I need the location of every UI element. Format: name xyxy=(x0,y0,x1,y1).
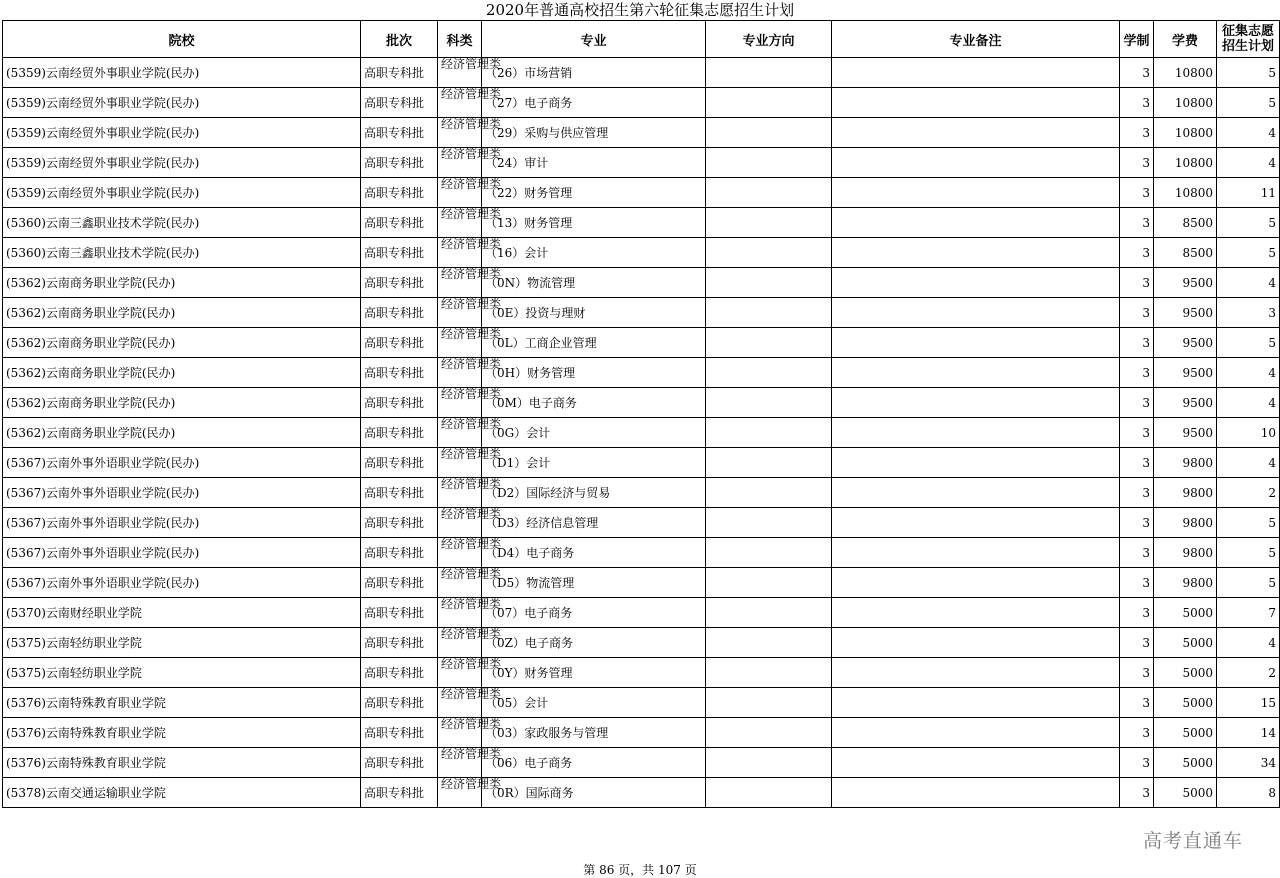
cell-direction xyxy=(706,328,832,358)
cell-direction xyxy=(706,418,832,448)
table-row xyxy=(3,328,1280,358)
cell-major: （D4）电子商务 xyxy=(482,538,706,568)
cell-quota: 4 xyxy=(1217,628,1280,658)
cell-batch: 高职专科批 xyxy=(361,88,438,118)
cell-school: (5376)云南特殊教育职业学院 xyxy=(3,688,361,718)
cell-school: (5360)云南三鑫职业技术学院(民办) xyxy=(3,238,361,268)
cell-years: 3 xyxy=(1120,568,1154,598)
header-fee: 学费 xyxy=(1154,21,1217,58)
cell-fee: 9500 xyxy=(1154,298,1217,328)
cell-category: 经济管理类 xyxy=(438,178,482,208)
cell-years: 3 xyxy=(1120,598,1154,628)
cell-fee: 10800 xyxy=(1154,148,1217,178)
table-row xyxy=(3,508,1280,538)
cell-category: 经济管理类 xyxy=(438,658,482,688)
cell-years: 3 xyxy=(1120,208,1154,238)
table-row xyxy=(3,778,1280,808)
cell-major: （0M）电子商务 xyxy=(482,388,706,418)
cell-school: (5367)云南外事外语职业学院(民办) xyxy=(3,538,361,568)
cell-batch: 高职专科批 xyxy=(361,388,438,418)
table-row xyxy=(3,568,1280,598)
cell-batch: 高职专科批 xyxy=(361,328,438,358)
cell-quota: 5 xyxy=(1217,88,1280,118)
cell-batch: 高职专科批 xyxy=(361,268,438,298)
cell-category: 经济管理类 xyxy=(438,388,482,418)
cell-school: (5362)云南商务职业学院(民办) xyxy=(3,298,361,328)
table-row xyxy=(3,658,1280,688)
cell-school: (5359)云南经贸外事职业学院(民办) xyxy=(3,178,361,208)
cell-batch: 高职专科批 xyxy=(361,628,438,658)
cell-quota: 10 xyxy=(1217,418,1280,448)
cell-fee: 9500 xyxy=(1154,388,1217,418)
cell-quota: 5 xyxy=(1217,508,1280,538)
cell-category: 经济管理类 xyxy=(438,118,482,148)
cell-remark xyxy=(832,688,1120,718)
cell-batch: 高职专科批 xyxy=(361,688,438,718)
cell-batch: 高职专科批 xyxy=(361,148,438,178)
cell-fee: 9500 xyxy=(1154,328,1217,358)
cell-major: （13）财务管理 xyxy=(482,208,706,238)
cell-batch: 高职专科批 xyxy=(361,718,438,748)
cell-school: (5375)云南轻纺职业学院 xyxy=(3,628,361,658)
cell-fee: 10800 xyxy=(1154,118,1217,148)
cell-direction xyxy=(706,58,832,88)
header-remark: 专业备注 xyxy=(832,21,1120,58)
cell-remark xyxy=(832,748,1120,778)
cell-category: 经济管理类 xyxy=(438,208,482,238)
cell-remark xyxy=(832,298,1120,328)
cell-remark xyxy=(832,178,1120,208)
cell-category: 经济管理类 xyxy=(438,778,482,808)
cell-major: （27）电子商务 xyxy=(482,88,706,118)
cell-major: （D5）物流管理 xyxy=(482,568,706,598)
cell-batch: 高职专科批 xyxy=(361,658,438,688)
cell-school: (5360)云南三鑫职业技术学院(民办) xyxy=(3,208,361,238)
cell-fee: 8500 xyxy=(1154,238,1217,268)
cell-school: (5359)云南经贸外事职业学院(民办) xyxy=(3,58,361,88)
table-row xyxy=(3,88,1280,118)
cell-direction xyxy=(706,208,832,238)
cell-direction xyxy=(706,358,832,388)
cell-category: 经济管理类 xyxy=(438,628,482,658)
cell-major: （29）采购与供应管理 xyxy=(482,118,706,148)
table-body xyxy=(3,58,1280,808)
cell-category: 经济管理类 xyxy=(438,358,482,388)
cell-years: 3 xyxy=(1120,748,1154,778)
cell-fee: 9500 xyxy=(1154,418,1217,448)
header-category: 科类 xyxy=(438,21,482,58)
header-years: 学制 xyxy=(1120,21,1154,58)
cell-school: (5362)云南商务职业学院(民办) xyxy=(3,268,361,298)
cell-major: （22）财务管理 xyxy=(482,178,706,208)
table-row xyxy=(3,538,1280,568)
cell-batch: 高职专科批 xyxy=(361,478,438,508)
cell-years: 3 xyxy=(1120,448,1154,478)
table-row xyxy=(3,628,1280,658)
cell-major: （D2）国际经济与贸易 xyxy=(482,478,706,508)
cell-school: (5378)云南交通运输职业学院 xyxy=(3,778,361,808)
cell-remark xyxy=(832,478,1120,508)
cell-major: （0G）会计 xyxy=(482,418,706,448)
cell-batch: 高职专科批 xyxy=(361,118,438,148)
cell-category: 经济管理类 xyxy=(438,448,482,478)
cell-category: 经济管理类 xyxy=(438,298,482,328)
cell-batch: 高职专科批 xyxy=(361,178,438,208)
table-row xyxy=(3,268,1280,298)
table-row xyxy=(3,208,1280,238)
watermark: 高考直通车 xyxy=(1143,830,1244,852)
cell-quota: 4 xyxy=(1217,268,1280,298)
cell-direction xyxy=(706,268,832,298)
cell-major: （03）家政服务与管理 xyxy=(482,718,706,748)
cell-batch: 高职专科批 xyxy=(361,448,438,478)
cell-category: 经济管理类 xyxy=(438,418,482,448)
cell-direction xyxy=(706,88,832,118)
header-school: 院校 xyxy=(3,21,361,58)
cell-major: （06）电子商务 xyxy=(482,748,706,778)
cell-years: 3 xyxy=(1120,478,1154,508)
cell-years: 3 xyxy=(1120,328,1154,358)
cell-fee: 5000 xyxy=(1154,598,1217,628)
table-row xyxy=(3,118,1280,148)
cell-years: 3 xyxy=(1120,418,1154,448)
cell-quota: 4 xyxy=(1217,448,1280,478)
cell-direction xyxy=(706,508,832,538)
cell-quota: 4 xyxy=(1217,388,1280,418)
cell-fee: 9500 xyxy=(1154,268,1217,298)
cell-school: (5375)云南轻纺职业学院 xyxy=(3,658,361,688)
cell-remark xyxy=(832,208,1120,238)
cell-remark xyxy=(832,598,1120,628)
cell-fee: 10800 xyxy=(1154,58,1217,88)
cell-remark xyxy=(832,628,1120,658)
cell-category: 经济管理类 xyxy=(438,538,482,568)
header-batch: 批次 xyxy=(361,21,438,58)
cell-category: 经济管理类 xyxy=(438,238,482,268)
cell-batch: 高职专科批 xyxy=(361,58,438,88)
cell-remark xyxy=(832,268,1120,298)
cell-quota: 5 xyxy=(1217,328,1280,358)
cell-batch: 高职专科批 xyxy=(361,538,438,568)
cell-school: (5370)云南财经职业学院 xyxy=(3,598,361,628)
cell-school: (5367)云南外事外语职业学院(民办) xyxy=(3,508,361,538)
cell-school: (5362)云南商务职业学院(民办) xyxy=(3,388,361,418)
cell-years: 3 xyxy=(1120,238,1154,268)
cell-fee: 10800 xyxy=(1154,88,1217,118)
cell-fee: 9800 xyxy=(1154,448,1217,478)
table-row xyxy=(3,718,1280,748)
cell-fee: 10800 xyxy=(1154,178,1217,208)
cell-school: (5362)云南商务职业学院(民办) xyxy=(3,418,361,448)
cell-school: (5362)云南商务职业学院(民办) xyxy=(3,328,361,358)
cell-major: （07）电子商务 xyxy=(482,598,706,628)
cell-batch: 高职专科批 xyxy=(361,418,438,448)
cell-quota: 2 xyxy=(1217,478,1280,508)
cell-fee: 9800 xyxy=(1154,478,1217,508)
table-row xyxy=(3,748,1280,778)
cell-remark xyxy=(832,238,1120,268)
cell-quota: 11 xyxy=(1217,178,1280,208)
cell-fee: 5000 xyxy=(1154,688,1217,718)
cell-years: 3 xyxy=(1120,268,1154,298)
cell-remark xyxy=(832,538,1120,568)
cell-quota: 5 xyxy=(1217,208,1280,238)
cell-school: (5362)云南商务职业学院(民办) xyxy=(3,358,361,388)
cell-major: （0N）物流管理 xyxy=(482,268,706,298)
cell-school: (5359)云南经贸外事职业学院(民办) xyxy=(3,118,361,148)
cell-category: 经济管理类 xyxy=(438,88,482,118)
cell-quota: 4 xyxy=(1217,148,1280,178)
cell-direction xyxy=(706,238,832,268)
cell-major: （0H）财务管理 xyxy=(482,358,706,388)
cell-category: 经济管理类 xyxy=(438,508,482,538)
cell-direction xyxy=(706,598,832,628)
cell-major: （16）会计 xyxy=(482,238,706,268)
table-row xyxy=(3,238,1280,268)
cell-direction xyxy=(706,748,832,778)
cell-major: （0Y）财务管理 xyxy=(482,658,706,688)
cell-school: (5367)云南外事外语职业学院(民办) xyxy=(3,568,361,598)
cell-years: 3 xyxy=(1120,688,1154,718)
cell-major: （0E）投资与理财 xyxy=(482,298,706,328)
cell-quota: 14 xyxy=(1217,718,1280,748)
cell-quota: 4 xyxy=(1217,358,1280,388)
cell-batch: 高职专科批 xyxy=(361,238,438,268)
cell-years: 3 xyxy=(1120,148,1154,178)
table-row xyxy=(3,598,1280,628)
header-quota-line1: 征集志愿 xyxy=(1221,24,1274,39)
cell-batch: 高职专科批 xyxy=(361,508,438,538)
cell-fee: 5000 xyxy=(1154,658,1217,688)
cell-remark xyxy=(832,718,1120,748)
cell-years: 3 xyxy=(1120,538,1154,568)
cell-quota: 2 xyxy=(1217,658,1280,688)
cell-category: 经济管理类 xyxy=(438,58,482,88)
cell-major: （24）审计 xyxy=(482,148,706,178)
cell-years: 3 xyxy=(1120,628,1154,658)
cell-quota: 7 xyxy=(1217,598,1280,628)
header-quota-line2: 招生计划 xyxy=(1221,39,1274,54)
cell-major: （0L）工商企业管理 xyxy=(482,328,706,358)
table-row xyxy=(3,478,1280,508)
cell-fee: 5000 xyxy=(1154,748,1217,778)
cell-category: 经济管理类 xyxy=(438,688,482,718)
cell-remark xyxy=(832,448,1120,478)
cell-school: (5367)云南外事外语职业学院(民办) xyxy=(3,448,361,478)
cell-major: （D1）会计 xyxy=(482,448,706,478)
cell-remark xyxy=(832,118,1120,148)
cell-batch: 高职专科批 xyxy=(361,208,438,238)
enrollment-plan-table xyxy=(2,20,1280,808)
cell-quota: 5 xyxy=(1217,568,1280,598)
cell-direction xyxy=(706,628,832,658)
page-footer: 第 86 页，共 107 页 xyxy=(583,863,697,877)
cell-years: 3 xyxy=(1120,718,1154,748)
table-row xyxy=(3,178,1280,208)
cell-years: 3 xyxy=(1120,358,1154,388)
cell-fee: 5000 xyxy=(1154,718,1217,748)
cell-major: （26）市场营销 xyxy=(482,58,706,88)
cell-years: 3 xyxy=(1120,658,1154,688)
table-row xyxy=(3,448,1280,478)
header-quota xyxy=(1217,21,1280,58)
cell-major: （0Z）电子商务 xyxy=(482,628,706,658)
cell-remark xyxy=(832,388,1120,418)
cell-direction xyxy=(706,148,832,178)
cell-major: （05）会计 xyxy=(482,688,706,718)
cell-remark xyxy=(832,508,1120,538)
cell-category: 经济管理类 xyxy=(438,568,482,598)
cell-quota: 4 xyxy=(1217,118,1280,148)
cell-quota: 34 xyxy=(1217,748,1280,778)
cell-major: （D3）经济信息管理 xyxy=(482,508,706,538)
cell-years: 3 xyxy=(1120,298,1154,328)
cell-remark xyxy=(832,88,1120,118)
cell-years: 3 xyxy=(1120,88,1154,118)
cell-years: 3 xyxy=(1120,58,1154,88)
cell-direction xyxy=(706,118,832,148)
cell-fee: 9800 xyxy=(1154,508,1217,538)
cell-direction xyxy=(706,778,832,808)
cell-school: (5376)云南特殊教育职业学院 xyxy=(3,718,361,748)
cell-batch: 高职专科批 xyxy=(361,748,438,778)
cell-batch: 高职专科批 xyxy=(361,778,438,808)
cell-quota: 5 xyxy=(1217,58,1280,88)
cell-quota: 5 xyxy=(1217,538,1280,568)
cell-category: 经济管理类 xyxy=(438,598,482,628)
cell-school: (5367)云南外事外语职业学院(民办) xyxy=(3,478,361,508)
cell-batch: 高职专科批 xyxy=(361,598,438,628)
cell-remark xyxy=(832,358,1120,388)
cell-quota: 3 xyxy=(1217,298,1280,328)
cell-remark xyxy=(832,658,1120,688)
cell-years: 3 xyxy=(1120,778,1154,808)
cell-fee: 8500 xyxy=(1154,208,1217,238)
cell-years: 3 xyxy=(1120,118,1154,148)
cell-direction xyxy=(706,688,832,718)
cell-school: (5359)云南经贸外事职业学院(民办) xyxy=(3,88,361,118)
cell-years: 3 xyxy=(1120,388,1154,418)
cell-years: 3 xyxy=(1120,178,1154,208)
cell-category: 经济管理类 xyxy=(438,478,482,508)
cell-remark xyxy=(832,778,1120,808)
cell-fee: 9500 xyxy=(1154,358,1217,388)
cell-category: 经济管理类 xyxy=(438,268,482,298)
table-row xyxy=(3,58,1280,88)
cell-direction xyxy=(706,448,832,478)
header-direction: 专业方向 xyxy=(706,21,832,58)
cell-quota: 8 xyxy=(1217,778,1280,808)
cell-direction xyxy=(706,298,832,328)
cell-batch: 高职专科批 xyxy=(361,298,438,328)
cell-fee: 9800 xyxy=(1154,568,1217,598)
document-title: 2020年普通高校招生第六轮征集志愿招生计划 xyxy=(485,1,795,19)
table-row xyxy=(3,388,1280,418)
cell-direction xyxy=(706,388,832,418)
cell-school: (5376)云南特殊教育职业学院 xyxy=(3,748,361,778)
header-major: 专业 xyxy=(482,21,706,58)
table-header-row xyxy=(3,21,1280,58)
cell-direction xyxy=(706,658,832,688)
cell-direction xyxy=(706,178,832,208)
table-row xyxy=(3,418,1280,448)
table-row xyxy=(3,148,1280,178)
cell-years: 3 xyxy=(1120,508,1154,538)
table-row xyxy=(3,298,1280,328)
cell-remark xyxy=(832,328,1120,358)
cell-fee: 9800 xyxy=(1154,538,1217,568)
cell-quota: 5 xyxy=(1217,238,1280,268)
cell-remark xyxy=(832,148,1120,178)
cell-remark xyxy=(832,58,1120,88)
cell-direction xyxy=(706,568,832,598)
cell-remark xyxy=(832,418,1120,448)
cell-direction xyxy=(706,538,832,568)
cell-batch: 高职专科批 xyxy=(361,568,438,598)
cell-direction xyxy=(706,718,832,748)
cell-fee: 5000 xyxy=(1154,628,1217,658)
table-row xyxy=(3,358,1280,388)
cell-remark xyxy=(832,568,1120,598)
cell-category: 经济管理类 xyxy=(438,718,482,748)
cell-school: (5359)云南经贸外事职业学院(民办) xyxy=(3,148,361,178)
cell-batch: 高职专科批 xyxy=(361,358,438,388)
cell-quota: 15 xyxy=(1217,688,1280,718)
cell-category: 经济管理类 xyxy=(438,148,482,178)
cell-category: 经济管理类 xyxy=(438,328,482,358)
cell-category: 经济管理类 xyxy=(438,748,482,778)
cell-fee: 5000 xyxy=(1154,778,1217,808)
cell-direction xyxy=(706,478,832,508)
cell-major: （0R）国际商务 xyxy=(482,778,706,808)
table-row xyxy=(3,688,1280,718)
